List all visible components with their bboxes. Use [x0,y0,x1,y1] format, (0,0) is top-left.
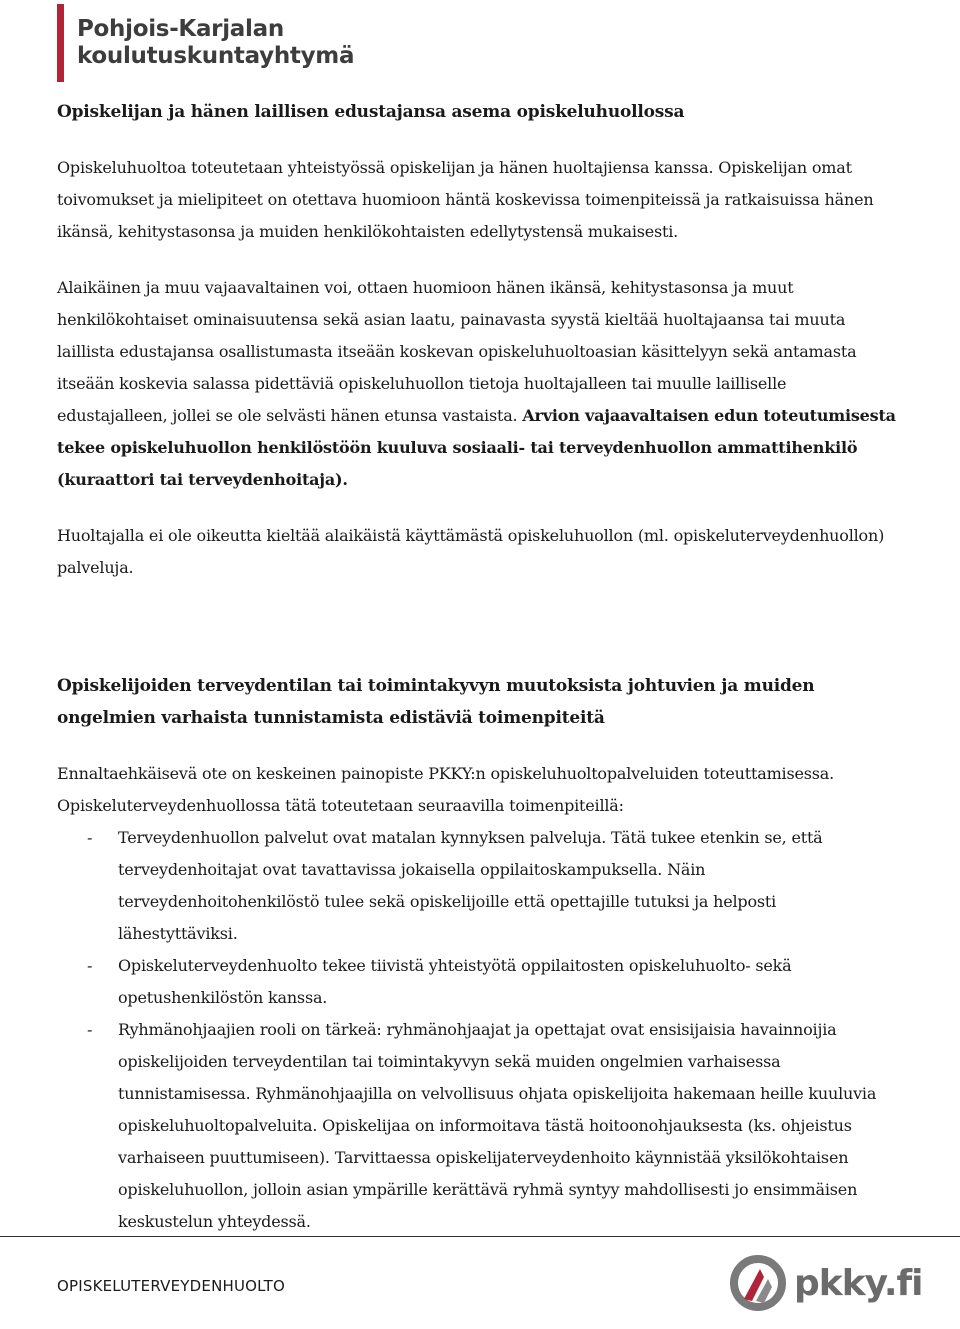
list-item-text: Ryhmänohjaajien rooli on tärkeä: ryhmänohjaajat ja opettajat ovat ensisijaisia havainnoijia opiskelijoiden terveydentilan tai toimintakyvyn sekä muiden ongelmien varhaisessa tunnistamisessa. Ryhmänohjaajilla on velvollisuus ohjata opiskelijoita hakemaan heille kuuluvia opiskeluhuoltopalveluita. Opiskelijaa on informoitava tästä hoitoonohjauksesta (ks. ohjeistus varhaiseen puuttumiseen). Tarvittaessa opiskelijaterveydenhoito käynnistää yksilökohtaisen opiskeluhuollon, jolloin asian ympärille kerättävä ryhmä syntyy mahdollisesti jo ensimmäisen keskustelun yhteydessä. [118,1020,877,1231]
section1-paragraph-2-text: Alaikäinen ja muu vajaavaltainen voi, ottaen huomioon hänen ikänsä, kehitystasonsa ja muut henkilökohtaiset ominaisuutensa sekä asian laatu, painavasta syystä kieltää huoltajaansa tai muuta laillista edustajansa osallistumasta itseään koskevan opiskeluhuoltoasian käsittelyyn sekä antamasta itseään koskevia salassa pidettäviä opiskeluhuollon tietoja huoltajalleen tai muulle lailliselle edustajalleen, jollei se ole selvästi hänen etunsa vastaista. [57,278,857,425]
list-item-text: Opiskeluterveydenhuolto tekee tiivistä yhteistyötä oppilaitosten opiskeluhuolto- sekä opetushenkilöstön kanssa. [118,956,792,1007]
section1-paragraph-3: Huoltajalla ei ole oikeutta kieltää alaikäistä käyttämästä opiskeluhuollon (ml. opiskeluterveydenhuollon) palveluja. [57,526,885,577]
org-logo [57,4,354,82]
section1-paragraph-2-bold: Arvion vajaavaltaisen edun toteutumisesta tekee opiskeluhuollon henkilöstöön kuuluva sosiaali- tai terveydenhuollon ammattihenkilö (kuraattori tai terveydenhoitaja). [57,406,896,489]
footer-divider [0,1236,960,1237]
footer-label: OPISKELUTERVEYDENHUOLTO [57,1277,286,1295]
org-name [77,16,354,70]
list-item [57,1014,897,1238]
org-name-line2: koulutuskuntayhtymä [77,43,355,69]
measures-list [57,822,897,1238]
org-name-line1: Pohjois-Karjalan [77,16,284,42]
section2-heading: Opiskelijoiden terveydentilan tai toimintakyvyn muutoksista johtuvien ja muiden ongelmien varhaista tunnistamista edistäviä toimenpiteitä [57,676,815,728]
section2-intro: Ennaltaehkäisevä ote on keskeinen painopiste PKKY:n opiskeluhuoltopalveluiden toteuttamisessa. Opiskeluterveydenhuollossa tätä toteutetaan seuraavilla toimenpiteillä: [57,764,834,815]
dash-bullet: - [87,828,93,847]
dash-bullet: - [87,956,93,975]
brand-name: pkky.fi [794,1262,923,1304]
section1-paragraph-1: Opiskeluhuoltoa toteutetaan yhteistyössä opiskelijan ja hänen huoltajiensa kanssa. Opiskelijan omat toivomukset ja mielipiteet on otettava huomioon häntä koskevissa toimenpiteissä ja ratkaisuissa hänen ikänsä, kehitystasonsa ja muiden henkilökohtaisten edellytystensä mukaisesti. [57,158,874,241]
logo-accent-bar [57,4,64,82]
list-item-text: Terveydenhuollon palvelut ovat matalan kynnyksen palveluja. Tätä tukee etenkin se, että terveydenhoitajat ovat tavattavissa jokaisella oppilaitoskampuksella. Näin terveydenhoitohenkilöstö tulee sekä opiskelijoille että opettajille tutuksi ja helposti lähestyttäviksi. [118,828,823,943]
footer-brand-logo [730,1255,923,1311]
document-body [57,96,897,1238]
section1-heading: Opiskelijan ja hänen laillisen edustajansa asema opiskeluhuollossa [57,102,685,122]
section1-paragraph-2 [57,272,897,496]
list-item [57,822,897,950]
list-item [57,950,897,1014]
brand-mark-icon [730,1255,786,1311]
dash-bullet: - [87,1020,93,1039]
